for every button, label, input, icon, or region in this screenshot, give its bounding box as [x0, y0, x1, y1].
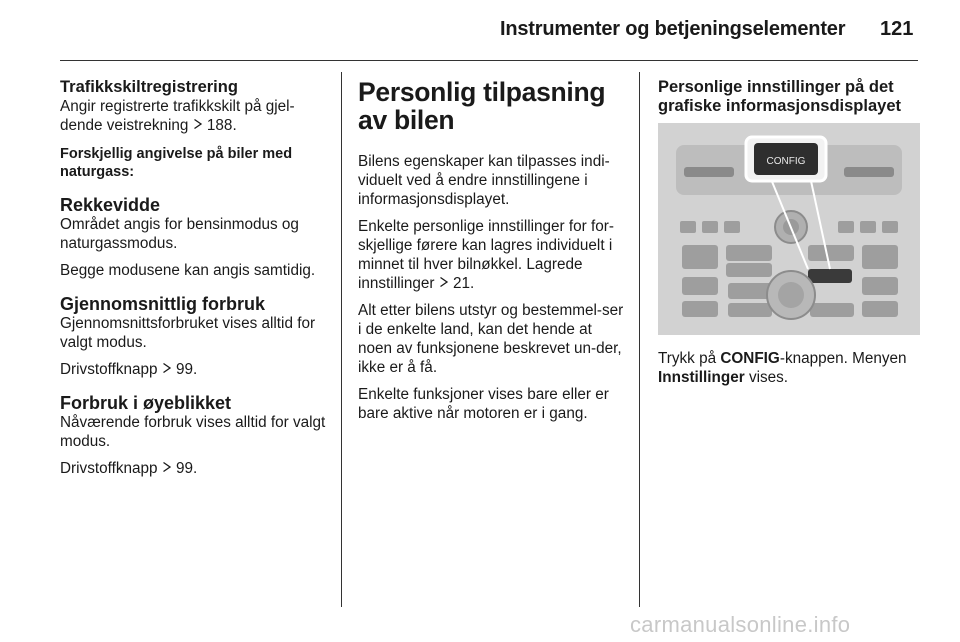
column-rule-1: [341, 72, 342, 607]
menu-name: Innstillinger: [658, 369, 745, 386]
paragraph-4: Enkelte funksjoner vises bare eller er bare aktive når motoren er i gang.: [358, 386, 609, 422]
column-rule-2: [639, 72, 640, 607]
text-line: Drivstoffknapp: [60, 460, 158, 477]
heading-oyeblikket: Forbruk i øyeblikket: [60, 393, 232, 413]
arrow-reference-icon: [162, 360, 172, 379]
text-line: Trykk på: [658, 350, 717, 367]
page-number: 121: [880, 18, 914, 40]
paragraph-1: Bilens egenskaper kan tilpasses indi-viduelt ved å endre innstillingene i informasjonsdisplayet.: [358, 153, 610, 208]
page-reference[interactable]: 99.: [176, 460, 198, 477]
watermark: carmanualsonline.info: [630, 612, 851, 637]
text-line: Drivstoffknapp: [60, 361, 158, 378]
heading-naturgass: Forskjellig angivelse på biler med naturgass:: [60, 146, 293, 180]
heading-innstillinger: Personlige innstillinger på det grafiske informasjonsdisplayet: [658, 78, 901, 115]
arrow-reference-icon: [439, 274, 449, 293]
page-header-title: Instrumenter og betjeningselementer: [500, 18, 846, 40]
paragraph-begge: Begge modusene kan angis samtidig.: [60, 262, 316, 279]
text-line: dende veistrekning: [60, 117, 189, 134]
paragraph-rekkevidde: Området angis for bensinmodus og naturgassmodus.: [60, 216, 299, 252]
header-rule: [60, 60, 918, 61]
page-reference[interactable]: 21.: [453, 275, 475, 292]
heading-personlig-tilpasning: Personlig tilpasning av bilen: [358, 77, 606, 135]
paragraph-drivstoff-1: [60, 360, 332, 379]
heading-trafikkskiltregistrering: Trafikkskiltregistrering: [60, 78, 238, 96]
heading-gjennomsnitt: Gjennomsnittlig forbruk: [60, 294, 265, 314]
column-3: [658, 78, 920, 395]
column-2: [358, 78, 628, 431]
text-line: -knappen. Menyen: [779, 350, 907, 367]
page-reference[interactable]: 188.: [206, 117, 237, 134]
column-1: [60, 78, 332, 486]
text-line: Angir registrerte trafikkskilt på gjel-: [60, 98, 295, 115]
console-photo: [658, 123, 920, 335]
text-line: vises.: [748, 369, 789, 386]
paragraph-trykk: [658, 349, 920, 387]
arrow-reference-icon: [162, 459, 172, 478]
page-reference[interactable]: 99.: [176, 361, 198, 378]
paragraph-drivstoff-2: [60, 459, 332, 478]
paragraph-oyeblikket: Nåværende forbruk vises alltid for valgt modus.: [60, 414, 326, 450]
arrow-reference-icon: [193, 116, 203, 135]
paragraph-3: Alt etter bilens utstyr og bestemmel-ser i de enkelte land, kan det hende at noen av funksjonene beskrevet un-der, ikke er å få.: [358, 302, 624, 376]
paragraph-2: [358, 217, 628, 293]
config-label: CONFIG: [766, 156, 806, 167]
text-line: Enkelte personlige innstillinger for for-skjellige førere kan lagres individuelt i minnet til hver bilnøkkel. Lagrede innstillinger: [358, 218, 614, 292]
paragraph-trafikk: [60, 97, 332, 135]
heading-rekkevidde: Rekkevidde: [60, 195, 161, 215]
paragraph-gjennomsnitt: Gjennomsnittsforbruket vises alltid for valgt modus.: [60, 315, 316, 351]
config-button-name: CONFIG: [720, 350, 780, 367]
